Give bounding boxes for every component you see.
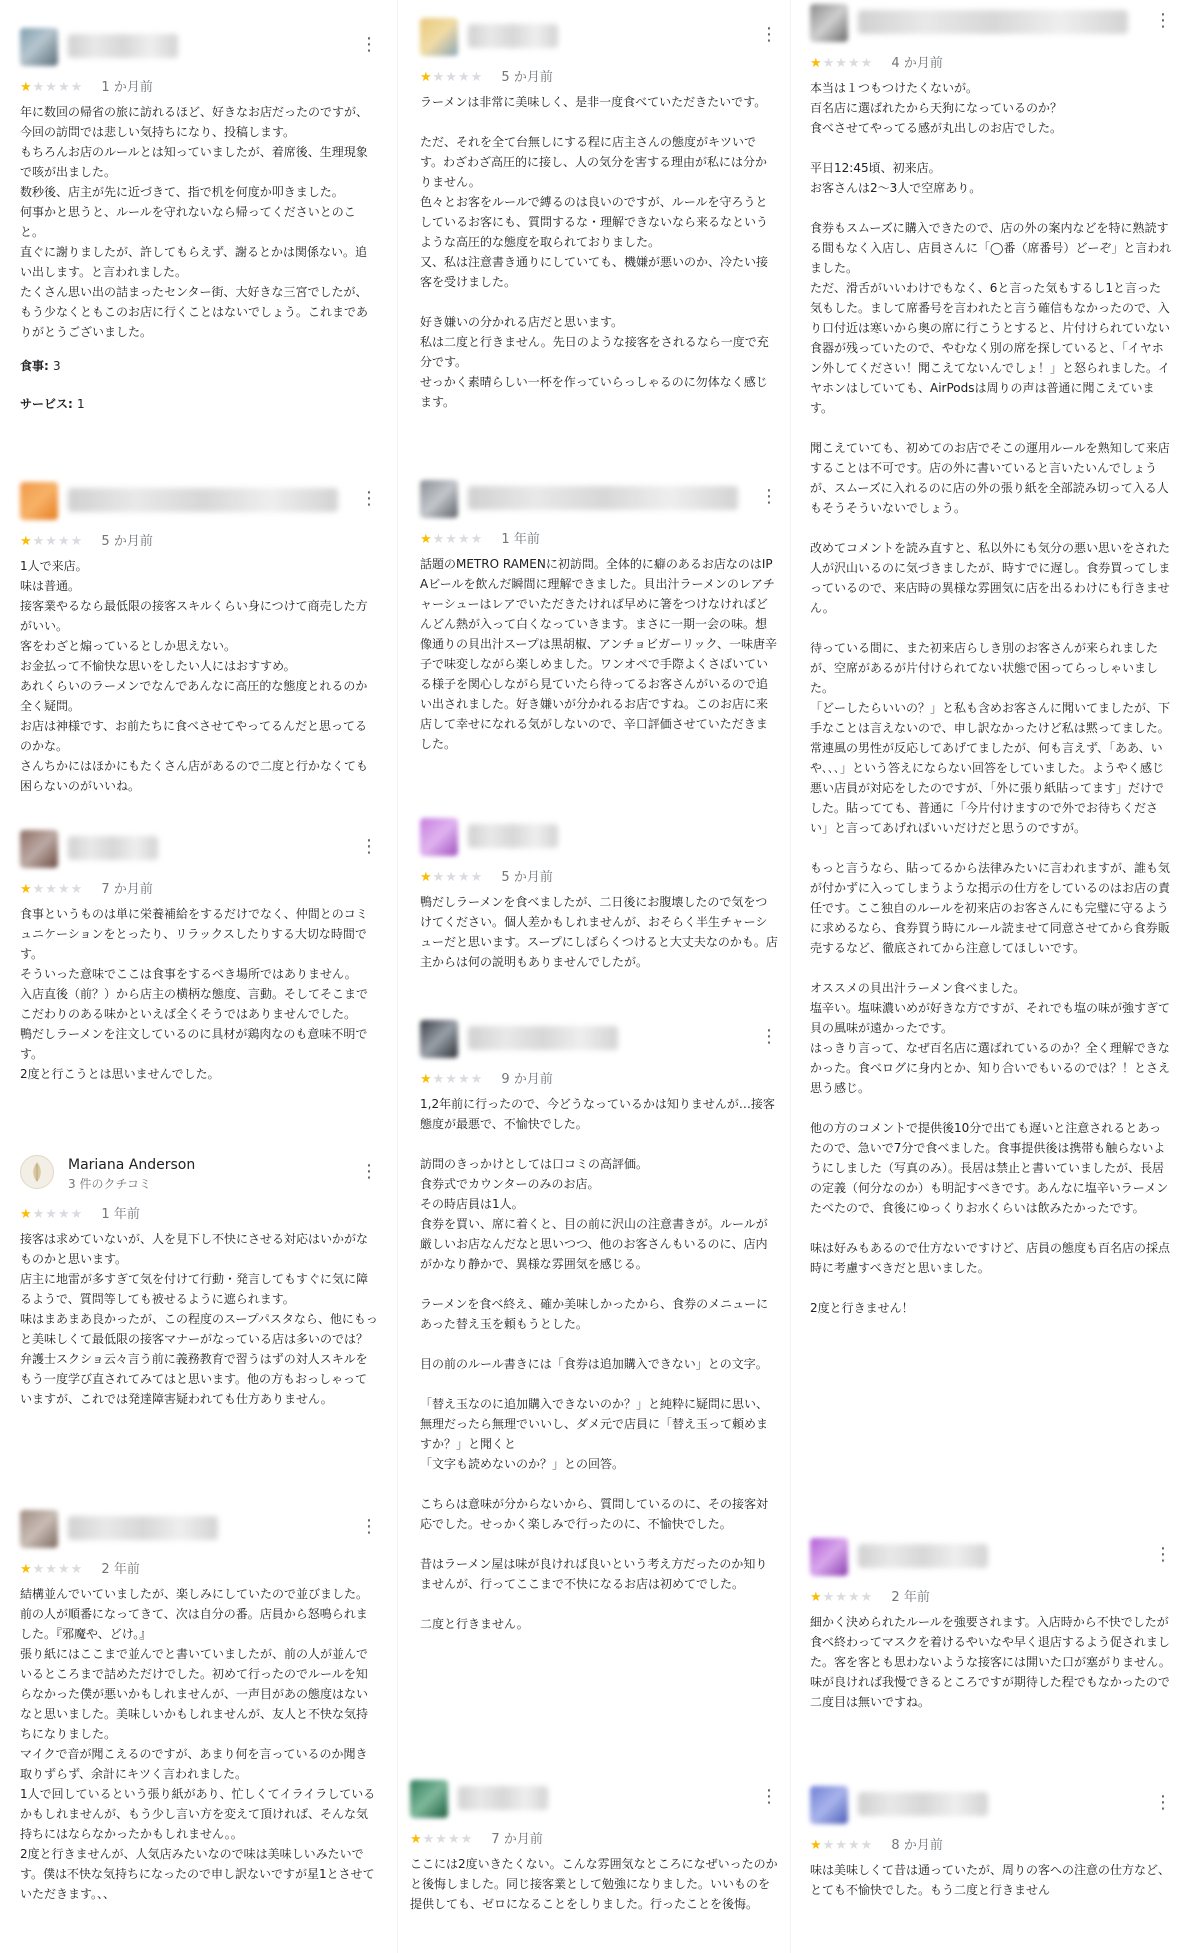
review-text: 鴨だしラーメンを食べましたが、二日後にお腹壊したので気をつけてください。個人差かもしれませんが、おそらく半生チャーシューだと思います。スープにしばらくつけると大丈夫なのかも。店主からは何の説明もありませんでしたが。 xyxy=(420,895,778,969)
review-text: 年に数回の帰省の旅に訪れるほど、好きなお店だったのですが、今回の訪問では悲しい気持ちになり、投稿します。 もちろんお店のルールとは知っていましたが、着席後、生理現象で咳が出ました。 数秒後、店主が先に近づきて、指で机を何度か叩きました。 何事かと思うと、ルールを守れないなら帰ってくださいとのこと。 直ぐに謝りましたが、許してもらえず、謝るとかは関係ない。追い出します。と言われました。 たくさん思い出の詰まったセンター街、大好きな三宮でしたが、もう少なくともこのお店に行くことはないでしょう。これまでありがとうございました。 xyxy=(20,105,369,339)
review-card xyxy=(420,18,778,412)
star-rating: ★★★★★ xyxy=(420,532,484,547)
review-time: 2 年前 xyxy=(101,1562,140,1577)
rating-row xyxy=(20,1203,378,1221)
review-card xyxy=(20,1510,378,1904)
reviewer-name[interactable]: Mariana Anderson xyxy=(68,1157,196,1173)
reviewer-avatar[interactable] xyxy=(20,1155,54,1189)
review-time: 5 か月前 xyxy=(101,534,153,549)
more-options-icon[interactable]: ⋮ xyxy=(360,1161,378,1182)
reviewer-name-blurred[interactable] xyxy=(858,1544,988,1568)
rating-row xyxy=(410,1828,778,1846)
reviewer-avatar[interactable] xyxy=(20,482,58,520)
more-options-icon[interactable]: ⋮ xyxy=(760,1026,778,1047)
review-time: 8 か月前 xyxy=(891,1838,943,1853)
reviewer-name-blurred[interactable] xyxy=(68,1516,218,1540)
rating-row xyxy=(810,1834,1172,1852)
service-value: 1 xyxy=(77,397,85,411)
avatar-leaf-icon xyxy=(21,1156,53,1188)
food-value: 3 xyxy=(53,359,61,373)
review-card xyxy=(20,1155,378,1409)
more-options-icon[interactable]: ⋮ xyxy=(760,24,778,45)
review-card xyxy=(20,482,378,796)
more-options-icon[interactable]: ⋮ xyxy=(760,486,778,507)
review-card xyxy=(420,1020,778,1634)
reviewer-avatar[interactable] xyxy=(810,1538,848,1576)
review-card xyxy=(420,818,778,972)
service-label: サービス xyxy=(20,397,69,411)
review-text: 本当は１つもつけたくないが。 百名店に選ばれたから天狗になっているのか？ 食べさせてやってる感が丸出しのお店でした。 平日12:45頃、初来店。 お客さんは2〜3人で空席あり。 食券もスムーズに購入できたので、店の外の案内などを特に熟読する間もなく入店し、店員さんに「◯番（席番号）どーぞ」と言われました。 ただ、滑舌がいいわけでもなく、6と言った気もするし1と言った気もした。まして席番号を言われたと言う確信もなかったので、入り口付近は寒いから奥の席に行こうとすると、片付けられていない食器が残っていたので、やむなく別の席を探していると、「イヤホン外してください！聞こえてないんでしょ！」と怒られました。イヤホンはしていても、AirPodsは周りの声は普通に聞こえています。 聞こえていても、初めてのお店でそこの運用ルールを熟知して来店することは不可です。店の外に書いていると言いたいんでしょうが、スムーズに入れるのに店の外の張り紙を全部読み切って入る人もそうそういないでしょう。 改めてコメントを読み直すと、私以外にも気分の悪い思いをされた人が沢山いるのに気づきましたが、時すでに遅し。食券買ってしまっているので、来店時の異様な雰囲気に店を出るわけにも行きません。 待っている間に、また初来店らしき別のお客さんが来られましたが、空席があるが片付けられてない状態で困ってらっしゃいました。 「どーしたらいいの？」と私も含めお客さんに聞いてましたが、下手なことは言えないので、申し訳なかったけど私は黙ってました。常連風の男性が反応してあげてましたが、何も言えず、「ああ、いや､､､」という答えにならない回答をしていました。ようやく感じ悪い店員が対応をしたのですが、「外に張り紙貼ってます」だけでした。貼ってても、普通に「今片付けますので外でお待ちください」と言ってあげればいいだけだと思うのですが。 もっと言うなら、貼ってるから法律みたいに言われますが、誰も気が付かずに入ってしまうような掲示の仕方をしているのはお店の責任です。ここ独自のルールを初来店のお客さんにも完璧に守るように求めるなら、食券買う時にルール読ませて同意させてから食券販売するなど、徹底されてから注意してほしいです。 オススメの貝出汁ラーメン食べました。 塩辛い。塩味濃いめが好きな方ですが、それでも塩の味が強すぎて貝の風味が遠かったです。 はっきり言って、なぜ百名店に選ばれているのか？全く理解できなかった。食べログに身内とか、知り合いでもいるのでは？！とさえ思う感じ。 他の方のコメントで提供後10分で出ても遅いと注意されるとあったので、急いで7分で食べました。食事提供後は携帯も触らないようにしました（写真のみ）。長居は禁止と書いていましたが、長居の定義（何分なのか）も明記すべきです。あんなに塩辛いラーメンたべたので、食後にゆっくりお水くらいは飲みたかったです。 味は好みもあるので仕方ないですけど、店員の態度も百名店の採点時に考慮すべきだと思いました。 2度と行きません！ xyxy=(810,81,1172,1315)
review-time: 1 年前 xyxy=(501,532,540,547)
review-card xyxy=(810,1786,1172,1900)
reviewer-avatar[interactable] xyxy=(420,1020,458,1058)
star-rating: ★★★★★ xyxy=(20,882,84,897)
review-card xyxy=(810,1538,1172,1712)
review-text: ラーメンは非常に美味しく、是非一度食べていただきたいです。 ただ、それを全て台無しにする程に店主さんの態度がキツいです。わざわざ高圧的に接し、人の気分を害する理由が私には分かりません。 色々とお客をルールで縛るのは良いのですが、ルールを守ろうとしているお客にも、質問するな・理解できないなら来るなというような高圧的な態度を取られておりました。 又、私は注意書き通りにしていても、機嫌が悪いのか、冷たい接客を受けました。 好き嫌いの分かれる店だと思います。 私は二度と行きません。先日のような接客をされるなら一度で充分です。 せっかく素晴らしい一杯を作っていらっしゃるのに勿体なく感じます。 xyxy=(420,95,769,409)
review-text: 話題のMETRO RAMENに初訪問。全体的に癖のあるお店なのはIPAビールを飲んだ瞬間に理解できました。貝出汁ラーメンのレアチャーシューはレアでいただきたければ早めに箸をつけなければどんどん熱が入って白くなっていきます。まさに一期一会の味。想像通りの貝出汁スープは黒胡椒、アンチョビガーリック、一味唐辛子で味変しながら楽しめました。ワンオペで手際よくさばいている様子を関心しながら見ていたら待ってるお客さんがいるので追い出されました。好き嫌いが分かれるお店ですね。このお店に来店して幸せになれる気がしないので、辛口評価させていただきました。 xyxy=(420,557,778,751)
review-text: 接客は求めていないが、人を見下し不快にさせる対応はいかがなものかと思います。 店主に地雷が多すぎて気を付けて行動・発言してもすぐに気に障るようで、質問等しても被せるように遮られます。 味はまあまあ良かったが、この程度のスープパスタなら、他にもっと美味しくて最低限の接客マナーがなっている店は多いのでは？ 弁護士スクショ云々言う前に義務教育で習うはずの対人スキルをもう一度学び直されてみてはと思います。他の方もおっしゃっていますが、これでは発達障害疑われても仕方ありません。 xyxy=(20,1232,378,1406)
review-text: 1人で来店。 味は普通。 接客業やるなら最低限の接客スキルくらい身につけて商売した方がいい。 客をわざと煽っているとしか思えない。 お金払って不愉快な思いをしたい人にはおすすめ。 あれくらいのラーメンでなんであんなに高圧的な態度とれるのか全く疑問。 お店は神様です、お前たちに食べさせてやってるんだと思ってるのかな。 さんちかにはほかにもたくさん店があるので二度と行かなくても困らないのがいいね。 xyxy=(20,559,369,793)
rating-row xyxy=(810,1586,1172,1604)
reviewer-name-blurred[interactable] xyxy=(468,824,558,848)
star-rating: ★★★★★ xyxy=(810,1838,874,1853)
review-text: 細かく決められたルールを強要されます。入店時から不快でしたが食べ終わってマスクを着けるやいなや早く退店するよう促されました。客を客とも思わないような接客には開いた口が塞がりません。味が良ければ我慢できるところですが期待した程でもなかったので二度目は無いですね。 xyxy=(810,1615,1171,1709)
reviewer-review-count[interactable]: 3 件のクチコミ xyxy=(68,1177,151,1191)
review-card xyxy=(420,480,778,754)
review-time: 1 か月前 xyxy=(101,80,153,95)
reviewer-name-blurred[interactable] xyxy=(858,10,1128,34)
rating-row xyxy=(420,528,778,546)
rating-row xyxy=(420,1068,778,1086)
rating-row xyxy=(20,530,378,548)
review-time: 2 年前 xyxy=(891,1590,930,1605)
review-card xyxy=(410,1780,778,1914)
reviewer-name-blurred[interactable] xyxy=(468,24,558,48)
reviewer-name-blurred[interactable] xyxy=(468,1026,618,1050)
rating-row xyxy=(420,66,778,84)
more-options-icon[interactable]: ⋮ xyxy=(1154,10,1172,31)
rating-row xyxy=(420,866,778,884)
service-score: サービス: 1 xyxy=(20,397,85,411)
review-time: 4 か月前 xyxy=(891,56,943,71)
review-text: 味は美味しくて昔は通っていたが、周りの客への注意の仕方など、とても不愉快でした。もう二度と行きません xyxy=(810,1863,1171,1897)
reviewer-avatar[interactable] xyxy=(810,4,848,42)
reviewer-name-blurred[interactable] xyxy=(68,34,178,58)
review-time: 7 か月前 xyxy=(491,1832,543,1847)
rating-row xyxy=(20,1558,378,1576)
star-rating: ★★★★★ xyxy=(420,1072,484,1087)
reviewer-name-blurred[interactable] xyxy=(468,486,738,510)
more-options-icon[interactable]: ⋮ xyxy=(360,1516,378,1537)
rating-row xyxy=(20,76,378,94)
review-time: 5 か月前 xyxy=(501,70,553,85)
reviewer-avatar[interactable] xyxy=(20,830,58,868)
food-score: 食事: 3 xyxy=(20,359,61,373)
star-rating: ★★★★★ xyxy=(20,1207,84,1222)
reviewer-avatar[interactable] xyxy=(420,18,458,56)
more-options-icon[interactable]: ⋮ xyxy=(1154,1792,1172,1813)
review-card xyxy=(810,4,1172,1318)
reviewer-avatar[interactable] xyxy=(420,480,458,518)
star-rating: ★★★★★ xyxy=(20,80,84,95)
food-label: 食事 xyxy=(20,359,45,373)
more-options-icon[interactable]: ⋮ xyxy=(360,488,378,509)
more-options-icon[interactable]: ⋮ xyxy=(1154,1544,1172,1565)
more-options-icon[interactable]: ⋮ xyxy=(360,34,378,55)
reviewer-name-blurred[interactable] xyxy=(68,488,338,512)
review-card xyxy=(20,830,378,1084)
review-text: ここには2度いきたくない。こんな雰囲気なところになぜいったのかと後悔しました。同じ接客業として勉強になりました。いいものを提供しても、ゼロになることをしりました。行ったことを後悔。 xyxy=(410,1857,778,1911)
reviewer-name-blurred[interactable] xyxy=(458,1786,548,1810)
reviewer-avatar[interactable] xyxy=(20,1510,58,1548)
star-rating: ★★★★★ xyxy=(20,534,84,549)
review-time: 5 か月前 xyxy=(501,870,553,885)
reviewer-avatar[interactable] xyxy=(20,28,58,66)
star-rating: ★★★★★ xyxy=(410,1832,474,1847)
rating-row xyxy=(810,52,1172,70)
star-rating: ★★★★★ xyxy=(810,56,874,71)
star-rating: ★★★★★ xyxy=(20,1562,84,1577)
reviewer-avatar[interactable] xyxy=(420,818,458,856)
star-rating: ★★★★★ xyxy=(810,1590,874,1605)
reviewer-avatar[interactable] xyxy=(410,1780,448,1818)
more-options-icon[interactable]: ⋮ xyxy=(360,836,378,857)
star-rating: ★★★★★ xyxy=(420,870,484,885)
review-text: 結構並んでいていましたが、楽しみにしていたので並びました。前の人が順番になってきて、次は自分の番。店員から怒鳴られました。『邪魔や、どけ。』 張り紙にはここまで並んでと書いていましたが、前の人が並んでいるところまで詰めただけでした。初めて行ったのでルールを知らなかった僕が悪いかもしれませんが、一声目があの態度はないなと思いました。美味しいかもしれませんが、友人と不快な気持ちになりました。 マイクで音が聞こえるのですが、あまり何を言っているのか聞き取りずらず、余計にキツく言われました。 1人で回しているという張り紙があり、忙しくてイライラしているかもしれませんが、もう少し言い方を変えて頂ければ、そんな気持ちにはならなかったかもしれません。。 2度と行きませんが、人気店みたいなので味は美味しいみたいです。僕は不快な気持ちになったので申し訳ないですが星1とさせていただきます。、、 xyxy=(20,1587,376,1901)
review-text: 1,2年前に行ったので、今どうなっているかは知りませんが…接客態度が最悪で、不愉快でした。 訪問のきっかけとしては口コミの高評価。 食券式でカウンターのみのお店。 その時店員は1人。 食券を買い、席に着くと、目の前に沢山の注意書きが。ルールが厳しいお店なんだなと思いつつ、他のお客さんもいるのに、店内がかなり静かで、異様な雰囲気を感じる。 ラーメンを食べ終え、確か美味しかったから、食券のメニューにあった替え玉を頼もうとした。 目の前のルール書きには「食券は追加購入できない」との文字。 「替え玉なのに追加購入できないのか？」と純粋に疑問に思い、無理だったら無理でいいし、ダメ元で店員に「替え玉って頼めますか？」と聞くと 「文字も読めないのか？」との回答。 こちらは意味が分からないから、質問しているのに、その接客対応でした。せっかく楽しみで行ったのに、不愉快でした。 昔はラーメン屋は味が良ければ良いという考え方だったのか知りませんが、行ってここまで不快になるお店は初めてでした。 二度と行きません。 xyxy=(420,1097,775,1631)
reviewer-name-blurred[interactable] xyxy=(68,836,158,860)
review-text: 食事というものは単に栄養補給をするだけでなく、仲間とのコミュニケーションをとったり、リラックスしたりする大切な時間です。 そういった意味でここは食事をするべき場所ではありません。 入店直後（前？）から店主の横柄な態度、言動。そしてそこまでこだわりのある味かといえば全くそうではありませんでした。 鴨だしラーメンを注文しているのに具材が鶏肉なのも意味不明です。 2度と行こうとは思いませんでした。 xyxy=(20,907,369,1081)
review-time: 7 か月前 xyxy=(101,882,153,897)
reviewer-name-blurred[interactable] xyxy=(858,1792,988,1816)
review-time: 9 か月前 xyxy=(501,1072,553,1087)
review-card xyxy=(20,28,378,414)
rating-row xyxy=(20,878,378,896)
reviewer-avatar[interactable] xyxy=(810,1786,848,1824)
more-options-icon[interactable]: ⋮ xyxy=(760,1786,778,1807)
review-time: 1 年前 xyxy=(101,1207,140,1222)
star-rating: ★★★★★ xyxy=(420,70,484,85)
